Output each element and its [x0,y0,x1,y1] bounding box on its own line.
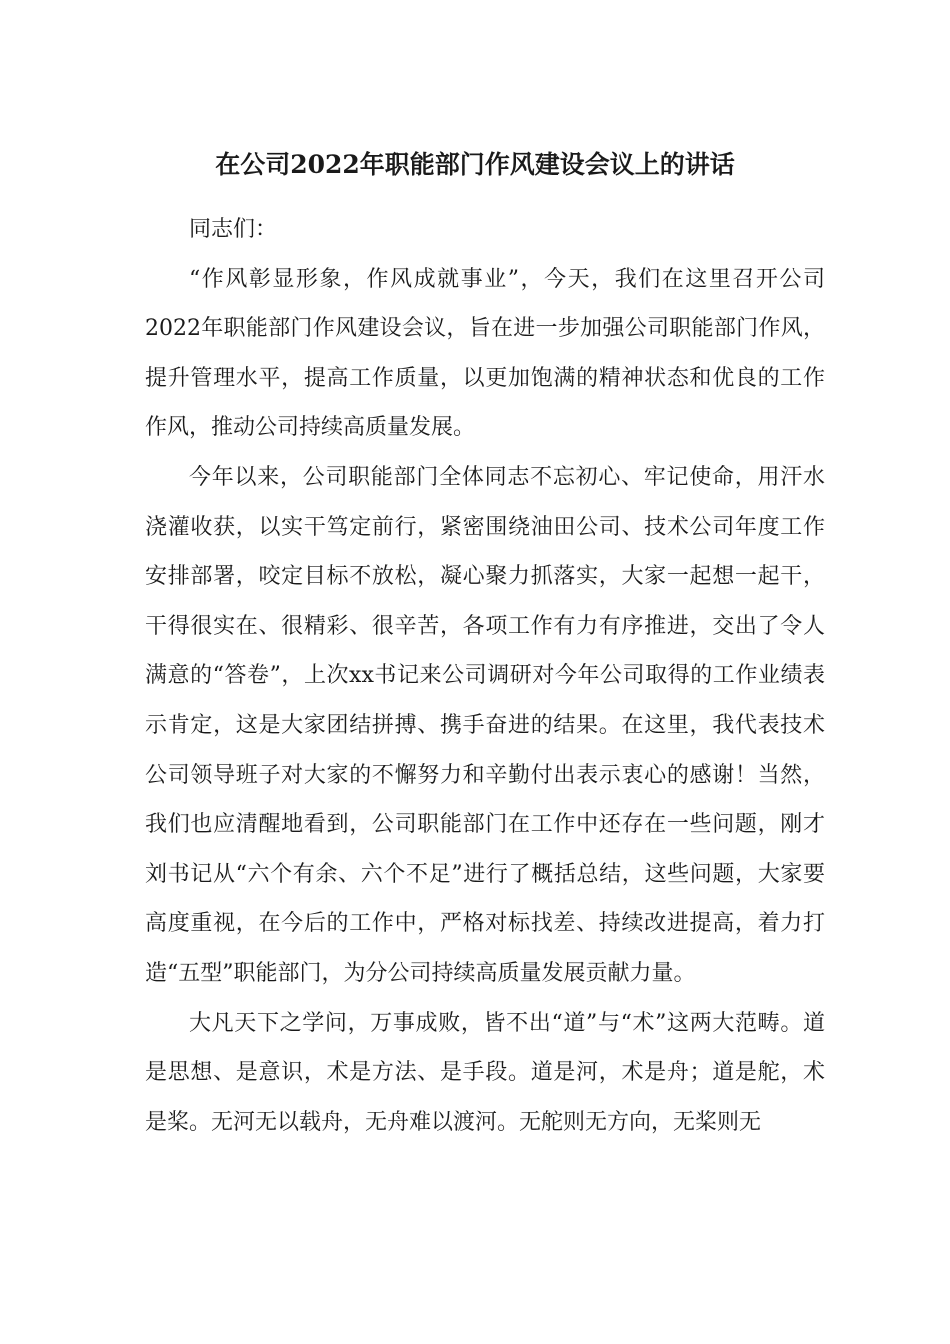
document-body [145,205,825,1147]
document-title: 在公司2022年职能部门作风建设会议上的讲话 [215,150,735,179]
paragraph: “作风彰显形象，作风成就事业”，今天，我们在这里召开公司2022年职能部门作风建设会议，旨在进一步加强公司职能部门作风，提升管理水平，提高工作质量，以更加饱满的精神状态和优良的工作作风，推动公司持续高质量发展。 [145,266,825,441]
salutation: 同志们： [189,217,278,242]
paragraph: 今年以来，公司职能部门全体同志不忘初心、牢记使命，用汗水浇灌收获，以实干笃定前行，紧密围绕油田公司、技术公司年度工作安排部署，咬定目标不放松，凝心聚力抓落实，大家一起想一起干，干得很实在、很精彩、很辛苦，各项工作有力有序推进，交出了令人满意的“答卷”，上次xx书记来公司调研对今年公司取得的工作业绩表示肯定，这是大家团结拼搏、携手奋进的结果。在这里，我代表技术公司领导班子对大家的不懈努力和辛勤付出表示衷心的感谢！当然，我们也应清醒地看到，公司职能部门在工作中还存在一些问题，刚才刘书记从“六个有余、六个不足”进行了概括总结，这些问题，大家要高度重视，在今后的工作中，严格对标找差、持续改进提高，着力打造“五型”职能部门，为分公司持续高质量发展贡献力量。 [145,464,825,986]
paragraph: 大凡天下之学问，万事成败，皆不出“道”与“术”这两大范畴。道是思想、是意识，术是方法、是手段。道是河，术是舟；道是舵，术是桨。无河无以载舟，无舟难以渡河。无舵则无方向，无桨则无 [145,1010,825,1135]
